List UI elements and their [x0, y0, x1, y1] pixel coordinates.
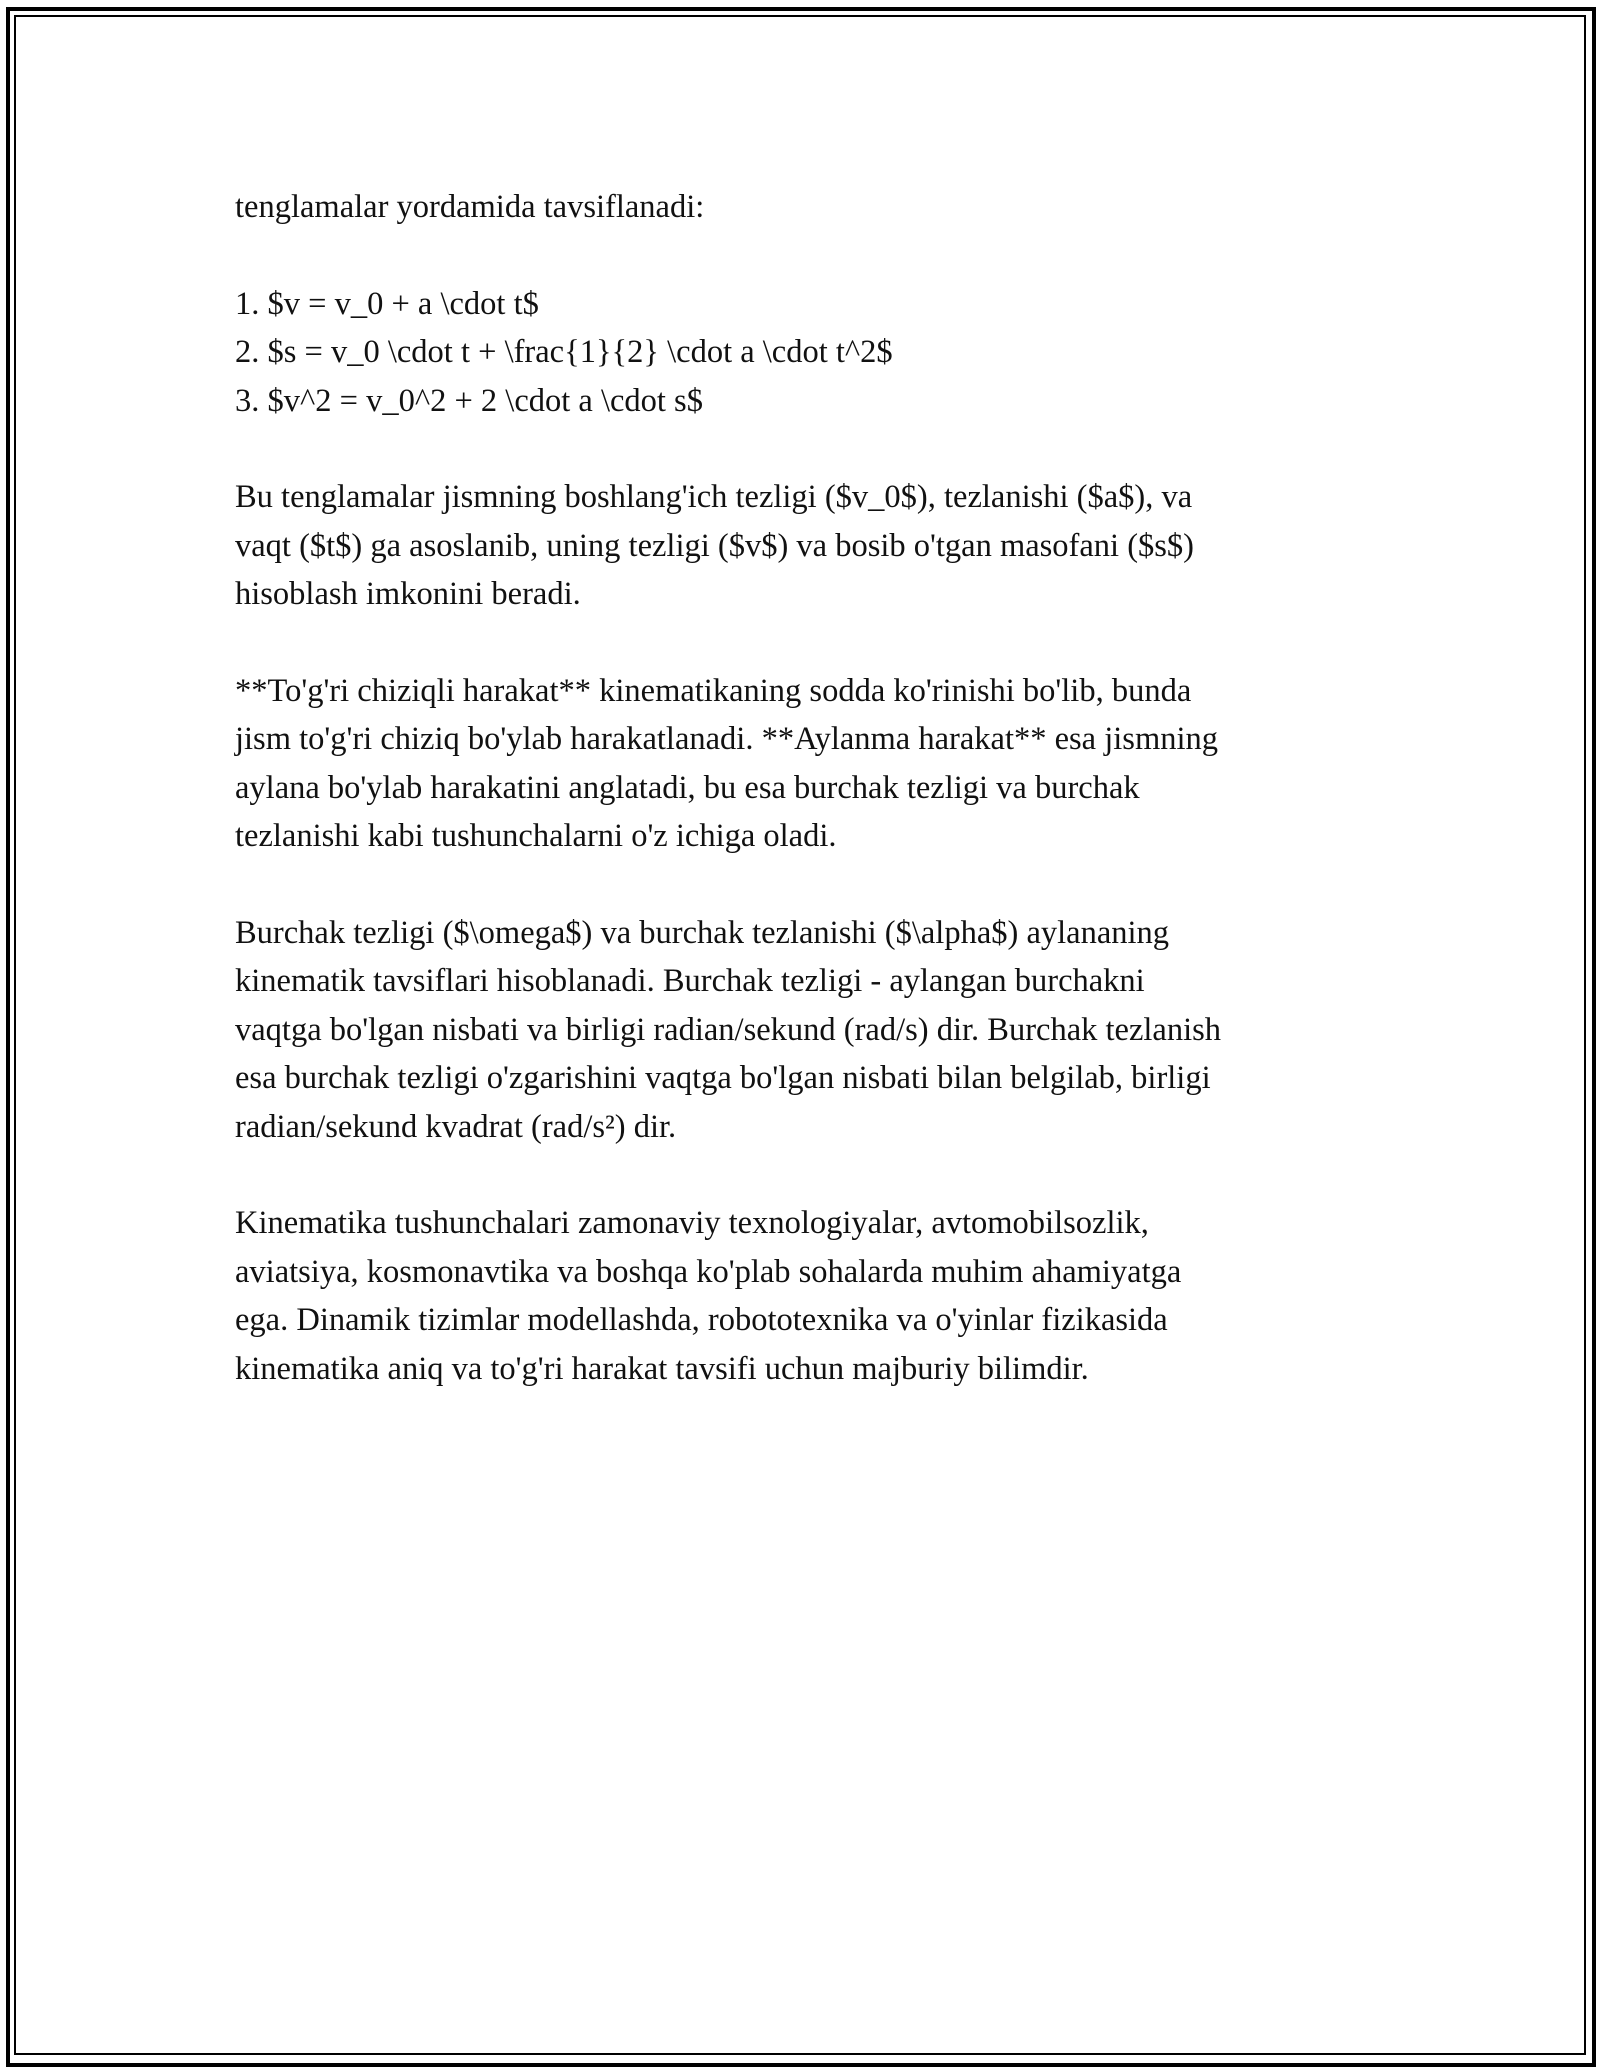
paragraph-line: radian/sekund kvadrat (rad/s²) dir. — [235, 1108, 677, 1145]
paragraph-line: Kinematika tushunchalari zamonaviy texnologiyalar, avtomobilsozlik, — [235, 1205, 1149, 1242]
paragraph-line: kinematik tavsiflari hisoblanadi. Burchak tezligi - aylangan burchakni — [235, 963, 1145, 1000]
paragraph-line: hisoblash imkonini beradi. — [235, 576, 581, 613]
intro-text: tenglamalar yordamida tavsiflanadi: — [235, 189, 705, 225]
paragraph-line: esa burchak tezligi o'zgarishini vaqtga bo'lgan nisbati bilan belgilab, birligi — [235, 1060, 1211, 1097]
equation-3: 3. $v^2 = v_0^2 + 2 \cdot a \cdot s$ — [235, 382, 703, 419]
paragraph-line: jism to'g'ri chiziq bo'ylab harakatlanadi. **Aylanma harakat** esa jismning — [235, 721, 1218, 758]
equation-list — [235, 280, 1365, 425]
paragraph-line: aylana bo'ylab harakatini anglatadi, bu esa burchak tezligi va burchak — [235, 769, 1140, 806]
paragraph-equations-explanation — [235, 473, 1365, 618]
paragraph-line: **To'g'ri chiziqli harakat** kinematikaning sodda ko'rinishi bo'lib, bunda — [235, 673, 1192, 710]
paragraph-line: vaqt ($t$) ga asoslanib, uning tezligi ($v$) va bosib o'tgan masofani ($s$) — [235, 527, 1194, 564]
paragraph-angular-kinematics — [235, 909, 1365, 1151]
paragraph-line: Burchak tezligi ($\omega$) va burchak tezlanishi ($\alpha$) aylananing — [235, 915, 1170, 952]
paragraph-line: Bu tenglamalar jismning boshlang'ich tezligi ($v_0$), tezlanishi ($a$), va — [235, 479, 1193, 516]
paragraph-motion-types — [235, 667, 1365, 861]
paragraph-line: ega. Dinamik tizimlar modellashda, robototexnika va o'yinlar fizikasida — [235, 1302, 1168, 1339]
paragraph-line: tezlanishi kabi tushunchalarni o'z ichiga oladi. — [235, 818, 837, 855]
paragraph-line: kinematika aniq va to'g'ri harakat tavsifi uchun majburiy bilimdir. — [235, 1350, 1089, 1387]
equation-1: 1. $v = v_0 + a \cdot t$ — [235, 285, 539, 322]
intro-line — [235, 183, 1365, 231]
document-body — [235, 183, 1365, 1441]
equation-2: 2. $s = v_0 \cdot t + \frac{1}{2} \cdot a \cdot t^2$ — [235, 334, 893, 371]
paragraph-applications — [235, 1199, 1365, 1393]
paragraph-line: aviatsiya, kosmonavtika va boshqa ko'plab sohalarda muhim ahamiyatga — [235, 1253, 1182, 1290]
paragraph-line: vaqtga bo'lgan nisbati va birligi radian/sekund (rad/s) dir. Burchak tezlanish — [235, 1011, 1222, 1048]
